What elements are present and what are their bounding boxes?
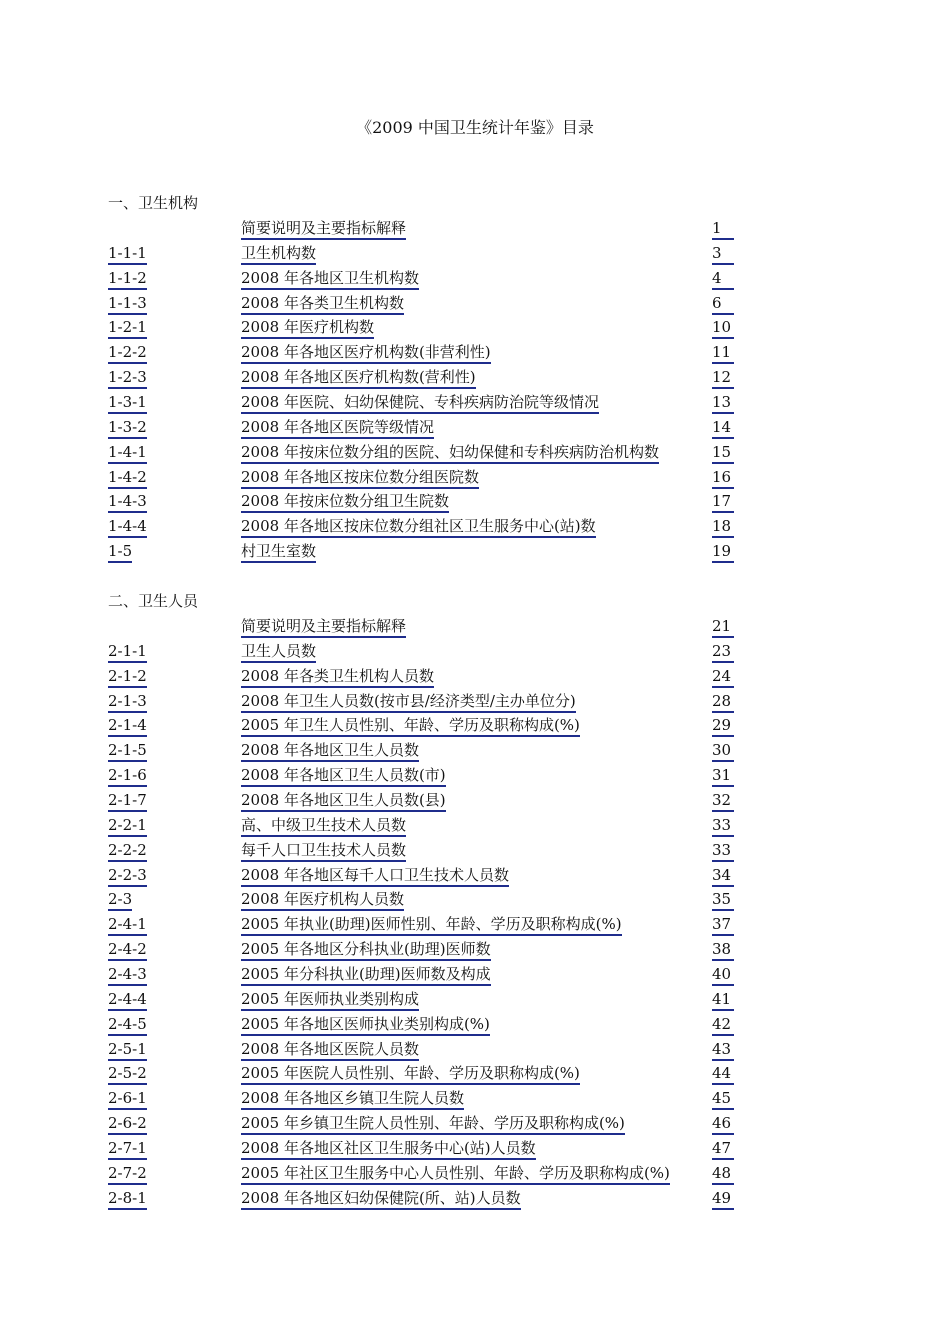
entry-code-link[interactable]: 1-2-3	[108, 367, 147, 389]
toc-entry	[108, 1014, 748, 1038]
toc-entry	[108, 1113, 748, 1137]
entry-code-link[interactable]: 2-4-4	[108, 989, 147, 1011]
entry-page-link[interactable]: 12	[712, 367, 734, 389]
toc-entry	[108, 293, 748, 317]
entry-title-link[interactable]: 2008 年卫生人员数(按市县/经济类型/主办单位分)	[241, 691, 576, 713]
toc-entry	[108, 790, 748, 814]
entry-code-link[interactable]: 2-2-3	[108, 865, 147, 887]
entry-title-link[interactable]: 2005 年各地区医师执业类别构成(%)	[241, 1014, 490, 1036]
toc-entry	[108, 964, 748, 988]
entry-code-link[interactable]: 1-1-3	[108, 293, 147, 315]
entry-code-link[interactable]: 2-7-2	[108, 1163, 147, 1185]
entry-code-link[interactable]: 2-1-3	[108, 691, 147, 713]
entry-title-link[interactable]: 2008 年按床位数分组的医院、妇幼保健和专科疾病防治机构数	[241, 442, 659, 464]
entry-title-link[interactable]: 2005 年医院人员性别、年龄、学历及职称构成(%)	[241, 1063, 580, 1085]
toc-entry	[108, 342, 748, 366]
toc-entry	[108, 467, 748, 491]
entry-code-link[interactable]: 2-4-1	[108, 914, 147, 936]
entry-title-link[interactable]: 2008 年各类卫生机构人员数	[241, 666, 434, 688]
entry-page-link[interactable]: 10	[712, 317, 734, 339]
toc-entry	[108, 865, 748, 889]
toc-entry	[108, 218, 748, 242]
entry-code-link[interactable]: 1-1-1	[108, 243, 147, 265]
entry-page-link[interactable]: 11	[712, 342, 734, 364]
entry-page-link[interactable]: 17	[712, 491, 734, 513]
entry-page-link[interactable]: 19	[712, 541, 734, 563]
toc-entry	[108, 367, 748, 391]
entry-page-link[interactable]: 4	[712, 268, 734, 290]
entry-title-link[interactable]: 2008 年各地区医院人员数	[241, 1039, 419, 1061]
entry-code-link[interactable]: 1-3-2	[108, 417, 147, 439]
toc-entry	[108, 691, 748, 715]
entry-code-link[interactable]: 1-4-2	[108, 467, 147, 489]
toc-entry	[108, 1188, 748, 1212]
entry-title-link[interactable]: 2008 年各地区卫生机构数	[241, 268, 419, 290]
entry-page-link[interactable]: 23	[712, 641, 734, 663]
entry-title-link[interactable]: 2008 年医院、妇幼保健院、专科疾病防治院等级情况	[241, 392, 599, 414]
entry-page-link[interactable]: 29	[712, 715, 734, 737]
entry-page-link[interactable]: 44	[712, 1063, 734, 1085]
entry-page-link[interactable]: 18	[712, 516, 734, 538]
entry-code-link[interactable]: 1-1-2	[108, 268, 147, 290]
toc-entry	[108, 1063, 748, 1087]
entry-page-link[interactable]: 46	[712, 1113, 734, 1135]
entry-code-link[interactable]: 2-8-1	[108, 1188, 147, 1210]
entry-page-link[interactable]: 21	[712, 616, 734, 638]
entry-code-link[interactable]: 1-4-3	[108, 491, 147, 513]
toc-entry	[108, 666, 748, 690]
toc-entry	[108, 840, 748, 864]
entry-page-link[interactable]: 37	[712, 914, 734, 936]
entry-code-link[interactable]: 2-6-2	[108, 1113, 147, 1135]
entry-page-link[interactable]: 49	[712, 1188, 734, 1210]
toc-entry	[108, 1163, 748, 1187]
entry-title-link[interactable]: 2005 年执业(助理)医师性别、年龄、学历及职称构成(%)	[241, 914, 622, 936]
entry-title-link[interactable]: 2008 年各地区按床位数分组医院数	[241, 467, 479, 489]
entry-page-link[interactable]: 31	[712, 765, 734, 787]
entry-page-link[interactable]: 33	[712, 840, 734, 862]
entry-title-link[interactable]: 2008 年各地区医院等级情况	[241, 417, 434, 439]
entry-code-link[interactable]: 2-4-5	[108, 1014, 147, 1036]
entry-title-link[interactable]: 2005 年乡镇卫生院人员性别、年龄、学历及职称构成(%)	[241, 1113, 625, 1135]
entry-code-link[interactable]: 2-1-1	[108, 641, 147, 663]
entry-code-link[interactable]: 1-2-1	[108, 317, 147, 339]
toc-entry	[108, 889, 748, 913]
toc-entry	[108, 268, 748, 292]
toc-entry	[108, 765, 748, 789]
toc-entry	[108, 516, 748, 540]
entry-page-link[interactable]: 48	[712, 1163, 734, 1185]
entry-page-link[interactable]: 16	[712, 467, 734, 489]
toc-entry	[108, 541, 748, 565]
entry-title-link[interactable]: 2008 年医疗机构数	[241, 317, 374, 339]
entry-code-link[interactable]: 1-4-1	[108, 442, 147, 464]
toc-entry	[108, 641, 748, 665]
entry-title-link[interactable]: 卫生人员数	[241, 641, 316, 663]
entry-code-link[interactable]: 1-5	[108, 541, 132, 563]
entry-code-link[interactable]: 2-2-1	[108, 815, 147, 837]
entry-code-link[interactable]: 1-4-4	[108, 516, 147, 538]
entry-code-link[interactable]: 2-2-2	[108, 840, 147, 862]
toc-entry	[108, 1088, 748, 1112]
entry-page-link[interactable]: 34	[712, 865, 734, 887]
entry-page-link[interactable]: 47	[712, 1138, 734, 1160]
entry-title-link[interactable]: 2008 年各类卫生机构数	[241, 293, 404, 315]
entry-page-link[interactable]: 13	[712, 392, 734, 414]
entry-code-link[interactable]: 2-6-1	[108, 1088, 147, 1110]
entry-title-link[interactable]: 2005 年卫生人员性别、年龄、学历及职称构成(%)	[241, 715, 580, 737]
entry-title-link[interactable]: 2008 年各地区按床位数分组社区卫生服务中心(站)数	[241, 516, 596, 538]
entry-title-link[interactable]: 2008 年医疗机构人员数	[241, 889, 404, 911]
entry-page-link[interactable]: 40	[712, 964, 734, 986]
entry-code-link[interactable]: 2-1-4	[108, 715, 147, 737]
entry-code-link[interactable]: 2-5-2	[108, 1063, 147, 1085]
entry-title-link[interactable]: 2005 年医师执业类别构成	[241, 989, 419, 1011]
toc-entry	[108, 939, 748, 963]
entry-title-link[interactable]: 2008 年各地区乡镇卫生院人员数	[241, 1088, 464, 1110]
entry-page-link[interactable]: 14	[712, 417, 734, 439]
entry-title-link[interactable]: 2008 年各地区卫生人员数(市)	[241, 765, 446, 787]
entry-page-link[interactable]: 15	[712, 442, 734, 464]
entry-page-link[interactable]: 6	[712, 293, 734, 315]
entry-page-link[interactable]: 32	[712, 790, 734, 812]
toc-entry	[108, 815, 748, 839]
entry-page-link[interactable]: 28	[712, 691, 734, 713]
entry-code-link[interactable]: 2-1-2	[108, 666, 147, 688]
toc-entry	[108, 740, 748, 764]
entry-code-link[interactable]: 2-7-1	[108, 1138, 147, 1160]
entry-page-link[interactable]: 30	[712, 740, 734, 762]
toc-entry	[108, 1138, 748, 1162]
entry-page-link[interactable]: 24	[712, 666, 734, 688]
entry-title-link[interactable]: 村卫生室数	[241, 541, 316, 563]
toc-entry	[108, 989, 748, 1013]
entry-title-link[interactable]: 2008 年各地区社区卫生服务中心(站)人员数	[241, 1138, 536, 1160]
toc-entry	[108, 715, 748, 739]
toc-entry	[108, 243, 748, 267]
section-heading: 二、卫生人员	[108, 592, 199, 610]
toc-entry	[108, 417, 748, 441]
entry-title-link[interactable]: 2008 年各地区每千人口卫生技术人员数	[241, 865, 509, 887]
toc-entry	[108, 392, 748, 416]
entry-page-link[interactable]: 38	[712, 939, 734, 961]
entry-title-link[interactable]: 2008 年按床位数分组卫生院数	[241, 491, 449, 513]
entry-code-link[interactable]: 2-3	[108, 889, 132, 911]
entry-page-link[interactable]: 33	[712, 815, 734, 837]
entry-title-link[interactable]: 2008 年各地区医疗机构数(营利性)	[241, 367, 476, 389]
entry-page-link[interactable]: 1	[712, 218, 734, 240]
entry-page-link[interactable]: 3	[712, 243, 734, 265]
entry-title-link[interactable]: 2008 年各地区妇幼保健院(所、站)人员数	[241, 1188, 521, 1210]
entry-title-link[interactable]: 每千人口卫生技术人员数	[241, 840, 406, 862]
entry-title-link[interactable]: 2005 年分科执业(助理)医师数及构成	[241, 964, 491, 986]
entry-page-link[interactable]: 41	[712, 989, 734, 1011]
entry-code-link[interactable]: 2-5-1	[108, 1039, 147, 1061]
entry-title-link[interactable]: 2008 年各地区医疗机构数(非营利性)	[241, 342, 491, 364]
entry-title-link[interactable]: 2005 年社区卫生服务中心人员性别、年龄、学历及职称构成(%)	[241, 1163, 670, 1185]
entry-page-link[interactable]: 45	[712, 1088, 734, 1110]
toc-entry	[108, 491, 748, 515]
entry-title-link[interactable]: 2005 年各地区分科执业(助理)医师数	[241, 939, 491, 961]
toc-entry	[108, 442, 748, 466]
entry-title-link[interactable]: 2008 年各地区卫生人员数	[241, 740, 419, 762]
section-heading: 一、卫生机构	[108, 194, 199, 212]
toc-entry	[108, 317, 748, 341]
entry-code-link[interactable]: 2-4-3	[108, 964, 147, 986]
entry-title-link[interactable]: 卫生机构数	[241, 243, 316, 265]
toc-entry	[108, 914, 748, 938]
entry-code-link[interactable]: 2-4-2	[108, 939, 147, 961]
entry-page-link[interactable]: 43	[712, 1039, 734, 1061]
entry-code-link[interactable]: 2-1-6	[108, 765, 147, 787]
entry-page-link[interactable]: 35	[712, 889, 734, 911]
toc-entry	[108, 616, 748, 640]
entry-title-link[interactable]: 2008 年各地区卫生人员数(县)	[241, 790, 446, 812]
toc-entry	[108, 1039, 748, 1063]
entry-title-link[interactable]: 简要说明及主要指标解释	[241, 616, 406, 638]
entry-title-link[interactable]: 高、中级卫生技术人员数	[241, 815, 406, 837]
entry-title-link[interactable]: 简要说明及主要指标解释	[241, 218, 406, 240]
entry-code-link[interactable]: 1-2-2	[108, 342, 147, 364]
entry-code-link[interactable]: 2-1-5	[108, 740, 147, 762]
entry-code-link[interactable]: 2-1-7	[108, 790, 147, 812]
entry-page-link[interactable]: 42	[712, 1014, 734, 1036]
entry-code-link[interactable]: 1-3-1	[108, 392, 147, 414]
document-title: 《2009 中国卫生统计年鉴》目录	[356, 118, 594, 137]
